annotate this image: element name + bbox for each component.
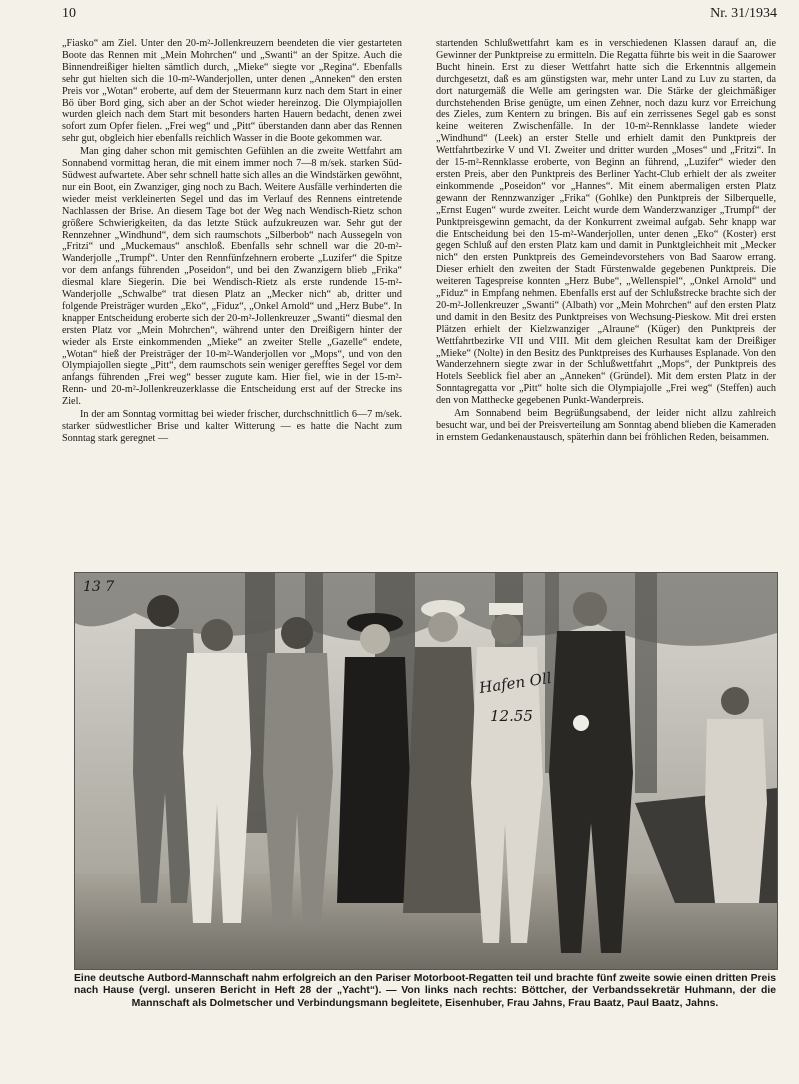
left-column [62,38,402,543]
cap-writing-1: Hafen Oll [478,669,553,697]
issue-number: Nr. 31/1934 [710,6,777,21]
cap-writing-2: 12.55 [490,707,533,725]
paragraph: startenden Schlußwettfahrt kam es in verschiedenen Klassen darauf an, die Gewinner der Punktpreise zu ermitteln. Die Regatta führte bis weit in die Saarower Bucht hinein. Erst zu dieser Wettfahrt hatte sich die Erkenntnis allgemein durchgesetzt, daß es am günstigsten war, mehr unter Land zu Luv zu starten, da dort naturgemäß die Welle am geringsten war. Die Stärke der gleichmäßiger durchstehenden Brise genügte, um einen Zehner, noch dazu kurz vor Erreichung des Zieles, zum Kentern zu bringen. Bis auf ein zerrissenes Segel gab es sonst keine weiteren Zwischenfälle. In der 10-m²-Rennklasse landete wieder „Windhund“ (Leek) an erster Stelle und erhielt damit den Punktpreis der Wettfahrtbezirke V und VI. Zweiter und dritter wurden „Moses“ und „Fritzi“. In der 15-m²-Rennklasse eroberte, von Beginn an führend, „Luzifer“ wieder den ersten Preis, aber den Punktpreis des Berliner Yacht-Club erhielt der als zweiter einkommende „Poseidon“ vor „Hannes“. Mit einem abermaligen ersten Platz gewann der Rennzwanziger „Frika“ (Gohlke) den Punktpreis der Silberquelle, „Ernst Eugen“ wurde zweiter. Leicht wurde dem Wanderzwanziger „Trumpf“ der Punktpreisgewinn gemacht, da der Konkurrent zweimal aufgab. Sehr knapp war die Entscheidung bei den 15-m²-Wanderjollen, unter denen „Eko“ (Koster) erst gegen Schluß auf den ersten Platz kam und damit in Punktgleichheit mit „Mecker nich“ den ersten Punktpreis des Gemeindevorstehers von Bad Saarow errang. Dieser erhielt den zweiten der Stadt Fürstenwalde gegebenen Punktpreis. Die weiteren Tagespreise konnten „Herz Bube“, „Wellenspiel“, „Onkel Arnold“ und „Fiduz“ in Empfang nehmen. Ebenfalls erst auf der Schlußstrecke brachte sich der 20-m²-Jollenkreuzer „Swanti“ (Albath) vor „Mein Mohrchen“ auf den ersten Platz und damit in den Besitz des Punktpreises von Wechsung-Pieskow. Mit drei ersten Plätzen erhielt der Kielzwanziger „Alraune“ (Küger) den Punktpreis der Wettfahrtbezirke VII und VIII. Mit dem gleichen Resultat kam der Dreißiger „Mieke“ (Nolte) in den Besitz des Punktpreises des Kurhauses Esplanade. Von den Wanderzehnern siegte zwar in der Schlußwettfahrt „Mops“, der Punktpreis des Hotels Seeblick fiel aber an „Anneken“ (Gründel). Mit dem ersten Platz in der Sonntagregatta vor „Pitt“ holte sich die Olympiajolle „Frei weg“ (Steffen) auch den von Matthecke gegebenen Punkt-Wanderpreis. [436,38,776,407]
paragraph: Man ging daher schon mit gemischten Gefühlen an die zweite Wettfahrt am Sonnabend vormittag heran, die mit einem immer noch 7—8 m/sek. starken Süd-Südwest aufwartete. Aber sehr schnell hatte sich alles an die Windstärken gewöhnt, nur ein Boot, ein Zwanziger, ging noch zu Bach. Weitere Ausfälle verhinderten die wieder meist verkleinerten Segel und das im Verlauf des Rennens eintretende Nachlassen der Brise. An diesem Tage bot der Weg nach Wendisch-Rietz schon größere Schwierigkeiten, da das letzte Stück aufzukreuzen war. Sehr gut der Rennzehner „Windhund“, dem sich raumschots „Silberbob“ nach Aussegeln von „Fritzi“ und „Muckemaus“ anschloß. Ebenfalls sehr schnell war die 20-m²-Wanderjolle „Trumpf“. Unter den Rennfünfzehnern eroberte „Luzifer“ die Spitze vor dem anfangs führenden „Poseidon“, und bei den Zwanzigern blieb „Frika“ diesmal klare Siegerin. Die bei Wendisch-Rietz als erste rundende 15-m²-Wanderjolle „Schwalbe“ trat diesen Platz an „Mecker nich“ ab, dritter und folgende Preisträger wurden „Eko“, „Fiduz“, „Onkel Arnold“ und „Herz Bube“. In knapper Entscheidung eroberte sich der 20-m²-Jollenkreuzer „Swanti“ diesmal den ersten Platz vor „Mein Mohrchen“, während unter den Dreißigern hinter der wieder als Erste einkommenden „Mieke“ an zweiter Stelle „Gazelle“ endete, „Wotan“ hieß der Preisträger der 10-m²-Wanderjollen vor „Mops“, und von den Olympiajollen siegte „Pitt“, dem raumschots sein weniger gerefftes Segel vor dem anfangs führenden „Frei weg“ besser zugute kam. Hier fiel, wie in der 15-m²-Renn- und 20-m²-Jollenkreuzerklasse die Entscheidung erst auf der Strecke ins Ziel. [62,146,402,408]
team-photo [74,572,778,970]
paragraph: Am Sonnabend beim Begrüßungsabend, der leider nicht allzu zahlreich besucht war, und bei der Preisverteilung am Sonntag abend blieben die Kameraden in ernstem Gedankenaustausch, späterhin dann bei fröhlichen Reden, beisammen. [436,408,776,443]
right-column [436,38,776,543]
team-photo-illustration [75,573,777,969]
article-body [62,38,782,543]
paragraph: In der am Sonntag vormittag bei wieder frischer, durchschnittlich 6—7 m/sek. starker südwestlicher Brise und kalter Witterung — es hatte die Nacht zum Sonntag stark geregnet — [62,409,402,444]
paragraph: „Fiasko“ am Ziel. Unter den 20-m²-Jollenkreuzern beendeten die vier gestarteten Boote das Rennen mit „Mein Mohrchen“ und „Swanti“ an der Spitze. Auch die Binnendreißiger hielten sämtlich durch, „Mieke“ siegte vor „Regina“. Ebenfalls sehr gut hielten sich die 10-m²-Wanderjollen, unter denen „Anneken“ den ersten Preis vor „Wotan“ eroberte, auf dem der Steuermann kurz nach dem Start in einer Bö über Bord ging, sich aber an der Schot wieder hereinzog. Die Olympiajollen wurden gleich nach dem Start mit besonders harten Hauern bedacht, denen zwei sofort zum Opfer fielen. „Frei weg“ und „Pitt“ überstanden dann aber das Rennen sehr gut, obgleich hier ebenfalls reichlich Wasser in die Boote gekommen war. [62,38,402,145]
page-header [62,6,777,26]
page-number: 10 [62,6,76,21]
photo-corner-mark: 13 7 [83,579,115,595]
photo-caption: Eine deutsche Autbord-Mannschaft nahm erfolgreich an den Pariser Motorboot-Regatten teil und brachte fünf zweite sowie einen dritten Preis nach Hause (vergl. unseren Bericht in Heft 28 der „Yacht“). — Von links nach rechts: Böttcher, der Verbandssekretär Huhmann, der die Mannschaft als Dolmetscher und Verbindungsmann begleitete, Eisenhuber, Frau Jahns, Frau Baatz, Paul Baatz, Jahns. [74,973,776,1009]
